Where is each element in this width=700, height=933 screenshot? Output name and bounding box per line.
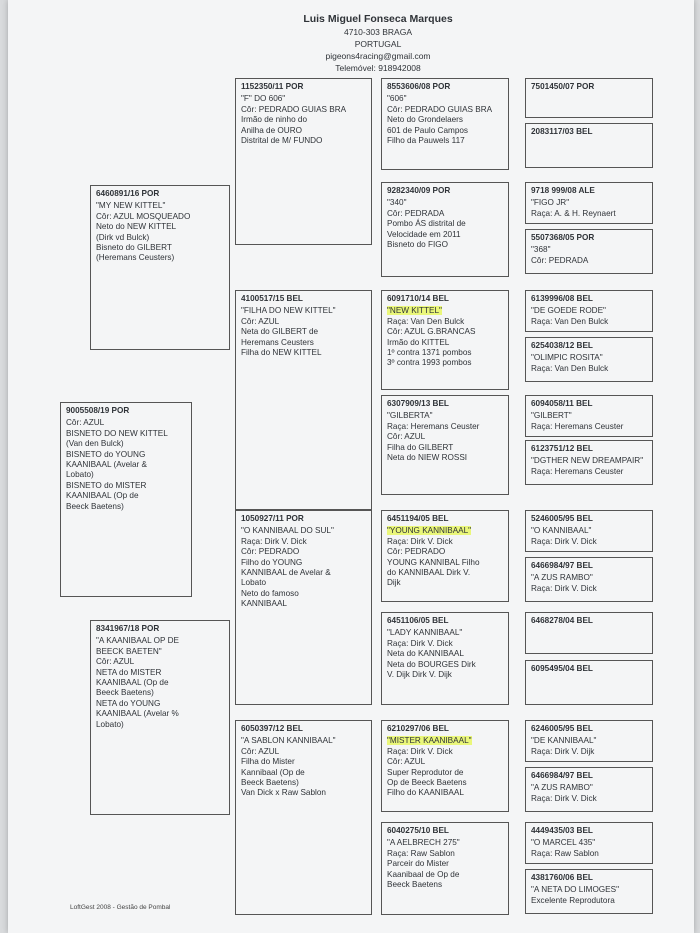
pedigree-line: Filho da Pauwels 117 (387, 136, 465, 146)
g4-ancestor-box (525, 612, 653, 654)
pedigree-line: Raça: Van Den Bulck (531, 363, 609, 373)
pedigree-line: "368" (531, 245, 551, 255)
pedigree-line: Beeck Baetens (387, 880, 443, 890)
highlighted-bird-name: "YOUNG KANNIBAAL" (387, 526, 472, 536)
ring-number: 6040275/10 BEL (387, 826, 449, 835)
pedigree-line: KAANIBAAL (Op de (96, 678, 169, 688)
great-grandparent-box (381, 182, 509, 277)
dam-box (90, 620, 230, 815)
g4-ancestor-box (525, 822, 653, 864)
ring-number: 5507368/05 POR (531, 233, 595, 242)
pedigree-line: "OLIMPIC ROSITA" (531, 353, 603, 363)
pedigree-line: Côr: AZUL MOSQUEADO (96, 211, 191, 221)
pedigree-line: "A SABLON KANNIBAAL" (241, 736, 336, 746)
owner-phone: Telemóvel: 918942008 (335, 63, 421, 73)
pedigree-line: YOUNG KANNIBAL Filho (387, 557, 480, 567)
pedigree-line: KANNIBAAL (241, 599, 287, 609)
ring-number: 1050927/11 POR (241, 514, 304, 523)
pedigree-line: Raça: Dirk V. Dick (241, 536, 307, 546)
pedigree-line: Pombo ÁS distrital de (387, 219, 466, 229)
pedigree-line: Irmão do KITTEL (387, 337, 450, 347)
g4-ancestor-box (525, 869, 653, 914)
pedigree-line: BISNETO DO NEW KITTEL (66, 428, 168, 438)
ring-number: 6451194/05 BEL (387, 514, 449, 523)
great-grandparent-box (381, 510, 509, 602)
pedigree-line: Distrital de M/ FUNDO (241, 136, 323, 146)
ring-number: 9718 999/08 ALE (531, 186, 595, 195)
pedigree-line: 601 de Paulo Campos (387, 125, 469, 135)
pedigree-line: BISNETO do YOUNG (66, 449, 146, 459)
ring-number: 6468278/04 BEL (531, 616, 593, 625)
pedigree-line: "FIGO JR" (531, 198, 570, 208)
pedigree-line: Filha do Mister (241, 757, 295, 767)
pedigree-line: Côr: PEDRADO GUIAS BRA (241, 104, 347, 114)
g4-ancestor-box (525, 123, 653, 168)
pedigree-line: NETA do YOUNG (96, 698, 161, 708)
pedigree-line: Kaanibaal de Op de (387, 869, 460, 879)
ring-number: 6094058/11 BEL (531, 399, 593, 408)
pedigree-line: "O KANNIBAAL DO SUL" (241, 526, 334, 536)
pedigree-line: Neto do famoso (241, 588, 299, 598)
pedigree-line: KANNIBAAL de Avelar & (241, 568, 331, 578)
g4-ancestor-box (525, 767, 653, 812)
pedigree-line: Côr: PEDRADO (387, 547, 446, 557)
pedigree-line: Côr: AZUL (241, 316, 280, 326)
pedigree-line: Van Dick x Raw Sablon (241, 788, 326, 798)
grandparent-box (235, 510, 372, 705)
grandparent-box (235, 78, 372, 245)
pedigree-line: Beeck Baetens) (241, 778, 299, 788)
pedigree-line: "F" DO 606" (241, 94, 286, 104)
great-grandparent-box (381, 822, 509, 915)
ring-number: 6050397/12 BEL (241, 724, 303, 733)
g4-ancestor-box (525, 660, 653, 705)
pedigree-line: Côr: PEDRADO (241, 547, 300, 557)
highlighted-bird-name: "NEW KITTEL" (387, 306, 442, 316)
pedigree-line: Filho do KAANIBAAL (387, 788, 464, 798)
owner-postal: 4710-303 BRAGA (343, 27, 413, 37)
g4-ancestor-box (525, 337, 653, 382)
pedigree-line: Neto do Grondelaers (387, 115, 464, 125)
pedigree-line: Raça: A. & H. Reynaert (531, 208, 616, 218)
g4-ancestor-box (525, 510, 653, 552)
pedigree-line: Côr: AZUL G.BRANCAS (387, 327, 476, 337)
pedigree-line: Côr: AZUL (387, 757, 426, 767)
ring-number: 6254038/12 BEL (531, 341, 593, 350)
ring-number: 6091710/14 BEL (387, 294, 449, 303)
ring-number: 6466984/97 BEL (531, 561, 593, 570)
pedigree-line: "O MARCEL 435" (531, 838, 596, 848)
ring-number: 6139996/08 BEL (531, 294, 593, 303)
ring-number: 6466984/97 BEL (531, 771, 593, 780)
owner-email: pigeons4racing@gmail.com (325, 51, 431, 61)
pedigree-line: Raça: Heremans Ceuster (531, 421, 624, 431)
pedigree-line: Op de Beeck Baetens (387, 778, 467, 788)
ring-number: 4449435/03 BEL (531, 826, 593, 835)
pedigree-sheet (8, 0, 694, 933)
pedigree-line: Côr: AZUL (66, 418, 105, 428)
pedigree-line: (Heremans Ceusters) (96, 253, 175, 263)
pedigree-line: Filha do NEW KITTEL (241, 348, 322, 358)
ring-number: 6246005/95 BEL (531, 724, 593, 733)
pedigree-line: Raça: Dirk V. Dick (387, 536, 453, 546)
pedigree-line: Beeck Baetens) (96, 688, 154, 698)
pedigree-line: "DE GOEDE RODE" (531, 306, 606, 316)
pedigree-line: Excelente Reprodutora (531, 895, 615, 905)
ring-number: 9282340/09 POR (387, 186, 451, 195)
pedigree-line: Bisneto do GILBERT (96, 243, 172, 253)
grandparent-box (235, 290, 372, 510)
pedigree-line: Neto do NEW KITTEL (96, 222, 177, 232)
ring-number: 7501450/07 POR (531, 82, 595, 91)
pedigree-line: Côr: PEDRADO GUIAS BRA (387, 104, 493, 114)
great-grandparent-box (381, 720, 509, 812)
pedigree-line: "DE KANNIBAAL" (531, 736, 597, 746)
ring-number: 5246005/95 BEL (531, 514, 593, 523)
great-grandparent-box (381, 78, 509, 170)
ring-number: 6460891/16 POR (96, 189, 160, 198)
pedigree-line: Anilha de OURO (241, 125, 302, 135)
pedigree-line: V. Dijk Dirk V. Dijk (387, 670, 452, 680)
ring-number: 1152350/11 POR (241, 82, 304, 91)
ring-number: 4381760/06 BEL (531, 873, 593, 882)
footer-credit: LoftGest 2008 - Gestão de Pombal (70, 904, 171, 911)
ring-number: 6095495/04 BEL (531, 664, 593, 673)
pedigree-line: Raça: Dirk V. Dick (531, 793, 597, 803)
grandparent-box (235, 720, 372, 915)
pedigree-line: Bisneto do FIGO (387, 240, 448, 250)
pedigree-line: "MY NEW KITTEL" (96, 201, 166, 211)
pedigree-line: Filho do YOUNG (241, 557, 303, 567)
pedigree-line: "A ZUS RAMBO" (531, 783, 593, 793)
pedigree-line: Raça: Dirk V. Dick (531, 536, 597, 546)
ring-number: 6451106/05 BEL (387, 616, 449, 625)
pedigree-line: "FILHA DO NEW KITTEL" (241, 306, 336, 316)
pedigree-line: KAANIBAAL (Avelar % (96, 709, 179, 719)
pedigree-line: Raça: Dirk V. Dijk (531, 746, 595, 756)
pedigree-line: "606" (387, 94, 407, 104)
owner-header (238, 12, 518, 74)
pedigree-line: "A KAANIBAAL OP DE (96, 636, 179, 646)
pedigree-line: NETA do MISTER (96, 667, 162, 677)
pedigree-line: Irmão de ninho do (241, 115, 307, 125)
pedigree-line: BISNETO do MISTER (66, 480, 147, 490)
pedigree-line: "A NETA DO LIMOGES" (531, 885, 620, 895)
g4-ancestor-box (525, 440, 653, 485)
pedigree-line: Raça: Van Den Bulck (531, 316, 609, 326)
pedigree-line: Velocidade em 2011 (387, 229, 461, 239)
pedigree-line: 1º contra 1371 pombos (387, 348, 472, 358)
pedigree-line: Super Reprodutor de (387, 767, 464, 777)
pedigree-line: KAANIBAAL (Avelar & (66, 460, 147, 470)
pedigree-line: Neta do KANNIBAAL (387, 649, 464, 659)
pedigree-line: Lobato) (66, 470, 94, 480)
highlighted-bird-name: "MISTER KAANIBAAL" (387, 736, 472, 746)
pedigree-line: Lobato (241, 578, 267, 588)
pedigree-line: "A AELBRECH 275" (387, 838, 460, 848)
pedigree-line: Raça: Heremans Ceuster (387, 421, 480, 431)
ring-number: 8553606/08 POR (387, 82, 451, 91)
pedigree-line: Filha do GILBERT (387, 442, 454, 452)
subject-bird-box (60, 402, 192, 597)
g4-ancestor-box (525, 395, 653, 437)
pedigree-line: "340" (387, 198, 407, 208)
pedigree-line: "DGTHER NEW DREAMPAIR" (531, 456, 644, 466)
pedigree-line: Raça: Heremans Ceuster (531, 466, 624, 476)
pedigree-line: Raça: Dirk V. Dick (531, 583, 597, 593)
pedigree-line: (Van den Bulck) (66, 439, 124, 449)
great-grandparent-box (381, 612, 509, 705)
great-grandparent-box (381, 395, 509, 495)
pedigree-line: Neta do GILBERT de (241, 327, 319, 337)
pedigree-line: Raça: Dirk V. Dick (387, 638, 453, 648)
pedigree-line: Raça: Raw Sablon (387, 848, 455, 858)
pedigree-line: "LADY KANNIBAAL" (387, 628, 463, 638)
pedigree-line: Neta do BOURGES Dirk (387, 659, 476, 669)
pedigree-line: KAANIBAAL (Op de (66, 491, 139, 501)
owner-name: Luis Miguel Fonseca Marques (303, 13, 453, 25)
pedigree-line: Côr: PEDRADA (531, 255, 589, 265)
pedigree-line: Parceir do Mister (387, 859, 449, 869)
pedigree-line: Beeck Baetens) (66, 501, 124, 511)
g4-ancestor-box (525, 720, 653, 762)
sire-box (90, 185, 230, 350)
ring-number: 6123751/12 BEL (531, 444, 593, 453)
pedigree-line: do KANNIBAAL Dirk V. (387, 568, 471, 578)
pedigree-line: Dijk (387, 578, 401, 588)
ring-number: 2083117/03 BEL (531, 127, 593, 136)
pedigree-line: Heremans Ceusters (241, 337, 314, 347)
pedigree-line: "GILBERTA" (387, 411, 433, 421)
ring-number: 9005508/19 POR (66, 406, 130, 415)
ring-number: 8341967/18 POR (96, 624, 160, 633)
pedigree-line: "GILBERT" (531, 411, 572, 421)
pedigree-line: Côr: AZUL (241, 746, 280, 756)
pedigree-line: "A ZUS RAMBO" (531, 573, 593, 583)
pedigree-line: Raça: Dirk V. Dick (387, 746, 453, 756)
g4-ancestor-box (525, 557, 653, 602)
g4-ancestor-box (525, 229, 653, 274)
g4-ancestor-box (525, 290, 653, 332)
pedigree-line: BEECK BAETEN" (96, 646, 162, 656)
pedigree-line: (Dirk vd Bulck) (96, 232, 150, 242)
great-grandparent-box (381, 290, 509, 390)
pedigree-line: Raça: Van Den Bulck (387, 316, 465, 326)
ring-number: 6307909/13 BEL (387, 399, 449, 408)
g4-ancestor-box (525, 78, 653, 118)
ring-number: 4100517/15 BEL (241, 294, 303, 303)
pedigree-line: Raça: Raw Sablon (531, 848, 599, 858)
pedigree-line: Côr: AZUL (96, 657, 135, 667)
pedigree-line: Côr: AZUL (387, 432, 426, 442)
g4-ancestor-box (525, 182, 653, 224)
pedigree-line: Lobato) (96, 719, 124, 729)
pedigree-line: 3º contra 1993 pombos (387, 358, 472, 368)
pedigree-line: Kannibaal (Op de (241, 767, 305, 777)
ring-number: 6210297/06 BEL (387, 724, 449, 733)
pedigree-line: "O KANNIBAAL" (531, 526, 592, 536)
pedigree-line: Neta do NIEW ROSSI (387, 453, 468, 463)
pedigree-line: Côr: PEDRADA (387, 208, 445, 218)
owner-country: PORTUGAL (354, 39, 402, 49)
